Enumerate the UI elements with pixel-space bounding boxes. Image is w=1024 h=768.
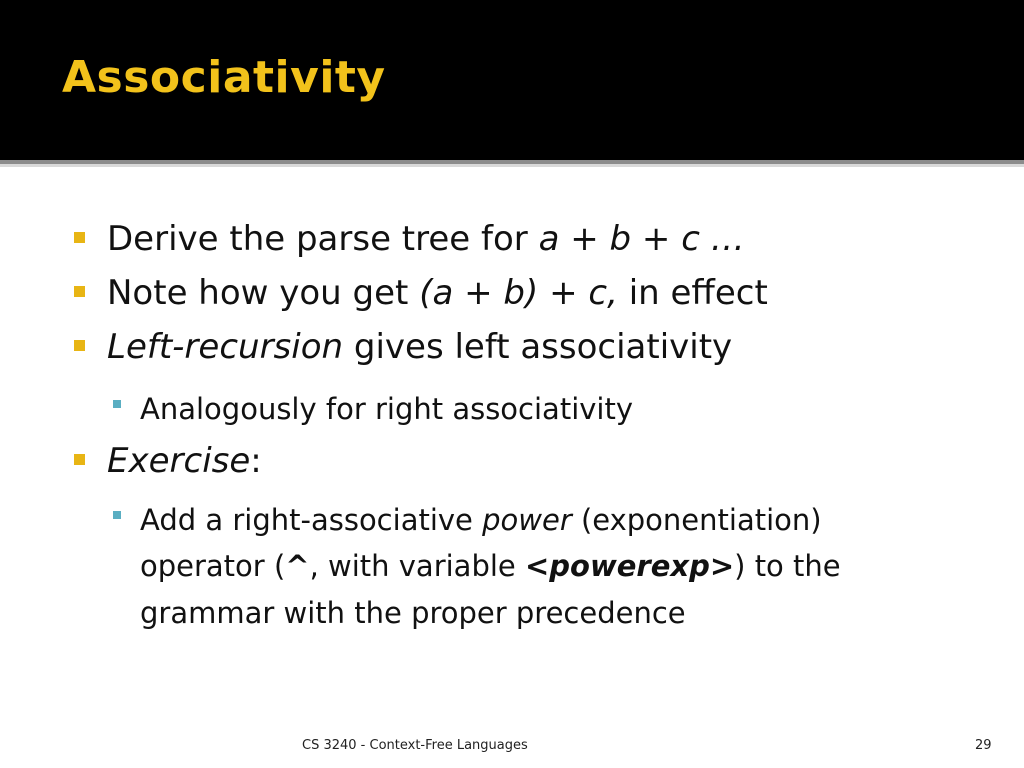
square-subbullet-icon	[113, 511, 121, 519]
bullet-left-recursion: Left-recursion gives left associativity	[107, 330, 732, 364]
square-bullet-icon	[74, 286, 85, 297]
subbullet-exercise-detail: Add a right-associative power (exponentiation) operator (^, with variable <powerexp>) to the grammar with the proper precedence	[140, 497, 940, 636]
square-bullet-icon	[74, 454, 85, 465]
bullet-derive-parse-tree: Derive the parse tree for a + b + c …	[107, 222, 745, 256]
title-divider-light	[0, 164, 1024, 167]
slide-title: Associativity	[62, 52, 386, 103]
square-bullet-icon	[74, 232, 85, 243]
slide-number: 29	[975, 738, 992, 753]
footer-course: CS 3240 - Context-Free Languages	[302, 738, 528, 753]
subbullet-right-associativity: Analogously for right associativity	[140, 386, 940, 432]
square-subbullet-icon	[113, 400, 121, 408]
bullet-note-grouping: Note how you get (a + b) + c, in effect	[107, 276, 768, 310]
title-bar	[0, 0, 1024, 160]
bullet-exercise: Exercise:	[107, 444, 262, 478]
square-bullet-icon	[74, 340, 85, 351]
